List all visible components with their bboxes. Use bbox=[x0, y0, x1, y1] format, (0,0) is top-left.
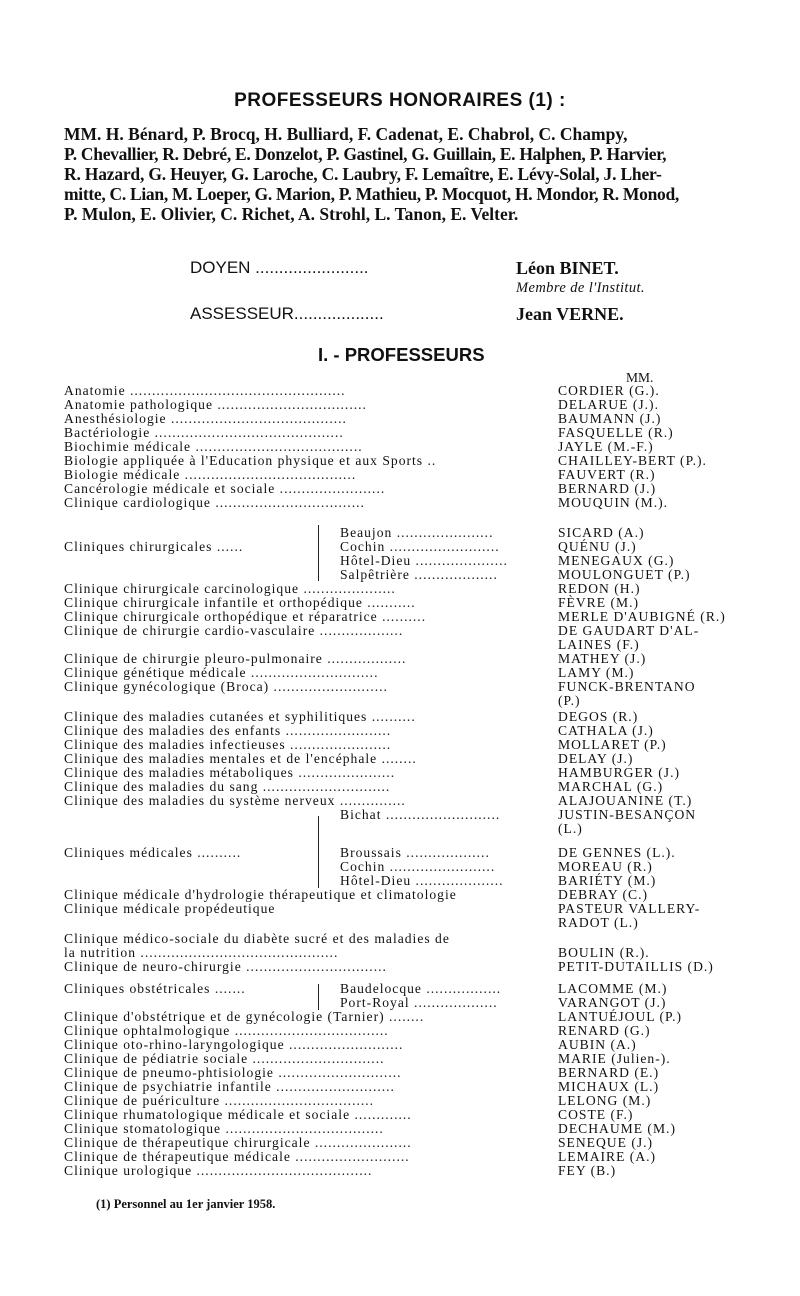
mm-label: MM. bbox=[626, 370, 654, 385]
professor-name: FAUVERT (R.) bbox=[558, 467, 656, 482]
table-row bbox=[0, 888, 800, 902]
professor-name: DE GENNES (L.). bbox=[558, 845, 676, 860]
table-row bbox=[0, 738, 800, 752]
professor-name: DELARUE (J.). bbox=[558, 397, 659, 412]
table-row bbox=[0, 780, 800, 794]
chair-name: Clinique d'obstétrique et de gynécologie (Tarnier) ........ bbox=[64, 1010, 425, 1024]
honorary-line: R. Hazard, G. Heuyer, G. Laroche, C. Laubry, F. Lemaître, E. Lévy-Solal, J. Lher- bbox=[64, 164, 662, 184]
chair-name: Clinique de pédiatrie sociale .............................. bbox=[64, 1052, 385, 1066]
chair-name: Clinique des maladies mentales et de l'encéphale ........ bbox=[64, 752, 417, 766]
table-row bbox=[0, 624, 800, 638]
table-row bbox=[0, 1150, 800, 1164]
hospital-name: Salpêtrière ................... bbox=[340, 568, 498, 582]
footnote: (1) Personnel au 1er janvier 1958. bbox=[96, 1197, 276, 1211]
professor-name: MERLE D'AUBIGNÉ (R.) bbox=[558, 609, 726, 624]
table-row bbox=[0, 874, 800, 888]
chair-name: Clinique chirurgicale infantile et orthopédique ........... bbox=[64, 596, 416, 610]
professor-name: DEGOS (R.) bbox=[558, 709, 639, 724]
chair-name: Biologie appliquée à l'Education physique et aux Sports .. bbox=[64, 454, 437, 468]
professor-name: SENEQUE (J.) bbox=[558, 1135, 654, 1150]
professor-name: DE GAUDART D'AL- bbox=[558, 623, 700, 638]
doyen-name: Léon BINET. bbox=[516, 258, 619, 278]
professor-name: DEBRAY (C.) bbox=[558, 887, 649, 902]
professor-name: DECHAUME (M.) bbox=[558, 1121, 676, 1136]
brace-chirurgicales bbox=[318, 525, 319, 581]
table-row bbox=[0, 724, 800, 738]
professor-name: JUSTIN-BESANÇON bbox=[558, 807, 697, 822]
table-row bbox=[0, 916, 800, 930]
hospital-name: Broussais ................... bbox=[340, 846, 490, 860]
professor-name: RENARD (G.) bbox=[558, 1023, 651, 1038]
table-row bbox=[0, 384, 800, 398]
professor-name: QUÉNU (J.) bbox=[558, 539, 637, 554]
assesseur-name: Jean VERNE. bbox=[516, 304, 624, 324]
professor-name: DELAY (J.) bbox=[558, 751, 634, 766]
chair-name: Cliniques obstétricales ....... bbox=[64, 982, 246, 996]
table-row bbox=[0, 454, 800, 468]
chair-name: Anatomie ................................................. bbox=[64, 384, 346, 398]
chair-name: Cliniques médicales .......... bbox=[64, 846, 242, 860]
table-row bbox=[0, 1080, 800, 1094]
professor-name: LAINES (F.) bbox=[558, 637, 640, 652]
table-row bbox=[0, 960, 800, 974]
chair-name: Clinique chirurgicale carcinologique ..................... bbox=[64, 582, 396, 596]
table-row bbox=[0, 710, 800, 724]
table-row bbox=[0, 554, 800, 568]
professor-name: MOULONGUET (P.) bbox=[558, 567, 691, 582]
professor-name: LAMY (M.) bbox=[558, 665, 635, 680]
professor-name: PASTEUR VALLERY- bbox=[558, 901, 701, 916]
professor-name: LANTUÉJOUL (P.) bbox=[558, 1009, 682, 1024]
professor-name: (P.) bbox=[558, 693, 581, 708]
professor-name: JAYLE (M.-F.) bbox=[558, 439, 654, 454]
professor-name: BARIÉTY (M.) bbox=[558, 873, 657, 888]
professor-name: CATHALA (J.) bbox=[558, 723, 654, 738]
table-row bbox=[0, 426, 800, 440]
professor-name: MOLLARET (P.) bbox=[558, 737, 667, 752]
table-row bbox=[0, 1024, 800, 1038]
professor-name: COSTE (F.) bbox=[558, 1107, 634, 1122]
chair-name: Clinique chirurgicale orthopédique et réparatrice .......... bbox=[64, 610, 427, 624]
table-row bbox=[0, 610, 800, 624]
chair-name: Clinique gynécologique (Broca) .......................... bbox=[64, 680, 388, 694]
professor-name: LACOMME (M.) bbox=[558, 981, 668, 996]
professor-name: (L.) bbox=[558, 821, 583, 836]
table-row bbox=[0, 540, 800, 554]
table-row bbox=[0, 596, 800, 610]
table-row bbox=[0, 982, 800, 996]
table-row bbox=[0, 582, 800, 596]
chair-name: Clinique médicale propédeutique bbox=[64, 902, 276, 916]
chair-name: Biologie médicale ....................................... bbox=[64, 468, 357, 482]
hospital-name: Cochin ........................ bbox=[340, 860, 496, 874]
table-row bbox=[0, 846, 800, 860]
table-row bbox=[0, 1108, 800, 1122]
table-row bbox=[0, 752, 800, 766]
chair-name: Clinique stomatologique .................................... bbox=[64, 1122, 384, 1136]
table-row bbox=[0, 822, 800, 836]
table-row bbox=[0, 496, 800, 510]
hospital-name: Hôtel-Dieu ..................... bbox=[340, 554, 508, 568]
professor-name: BOULIN (R.). bbox=[558, 945, 650, 960]
hospital-name: Beaujon ...................... bbox=[340, 526, 494, 540]
hospital-name: Baudelocque ................. bbox=[340, 982, 502, 996]
professor-name: LELONG (M.) bbox=[558, 1093, 652, 1108]
chair-name: Clinique de neuro-chirurgie ................................ bbox=[64, 960, 387, 974]
professor-name: MARCHAL (G.) bbox=[558, 779, 664, 794]
professor-name: SICARD (A.) bbox=[558, 525, 645, 540]
professor-name: HAMBURGER (J.) bbox=[558, 765, 680, 780]
section-title: I. - PROFESSEURS bbox=[318, 344, 485, 365]
chair-name: Clinique de chirurgie cardio-vasculaire ................... bbox=[64, 624, 404, 638]
table-row bbox=[0, 412, 800, 426]
doyen-note: Membre de l'Institut. bbox=[516, 280, 645, 296]
chair-name: Clinique génétique médicale ............................. bbox=[64, 666, 379, 680]
table-row bbox=[0, 652, 800, 666]
professor-name: REDON (H.) bbox=[558, 581, 641, 596]
professor-name: MENEGAUX (G.) bbox=[558, 553, 675, 568]
chair-name: Biochimie médicale ...................................... bbox=[64, 440, 363, 454]
chair-name: Anatomie pathologique .................................. bbox=[64, 398, 367, 412]
assesseur-label: ASSESSEUR................... bbox=[190, 304, 384, 323]
professor-name: MATHEY (J.) bbox=[558, 651, 647, 666]
honorary-line: P. Mulon, E. Olivier, C. Richet, A. Strohl, L. Tanon, E. Velter. bbox=[64, 204, 519, 224]
table-row bbox=[0, 946, 800, 960]
chair-name: Bactériologie ........................................... bbox=[64, 426, 344, 440]
professor-name: MOREAU (R.) bbox=[558, 859, 653, 874]
hospital-name: Bichat .......................... bbox=[340, 808, 501, 822]
chair-name: Clinique urologique ........................................ bbox=[64, 1164, 373, 1178]
chair-name: Cancérologie médicale et sociale ........................ bbox=[64, 482, 386, 496]
chair-name: Clinique de psychiatrie infantile ........................... bbox=[64, 1080, 395, 1094]
professor-name: FASQUELLE (R.) bbox=[558, 425, 674, 440]
chair-name: Clinique de puériculture .................................. bbox=[64, 1094, 375, 1108]
professor-name: CHAILLEY-BERT (P.). bbox=[558, 453, 707, 468]
table-row bbox=[0, 1094, 800, 1108]
hospital-name: Port-Royal ................... bbox=[340, 996, 498, 1010]
table-row bbox=[0, 860, 800, 874]
honorary-line: mitte, C. Lian, M. Loeper, G. Marion, P. Mathieu, P. Mocquot, H. Mondor, R. Monod, bbox=[64, 184, 679, 204]
table-row bbox=[0, 1066, 800, 1080]
table-row bbox=[0, 482, 800, 496]
honorary-professors-paragraph bbox=[64, 124, 744, 224]
professor-name: PETIT-DUTAILLIS (D.) bbox=[558, 959, 714, 974]
table-row bbox=[0, 1010, 800, 1024]
chair-name: Clinique de pneumo-phtisiologie ............................ bbox=[64, 1066, 402, 1080]
table-row bbox=[0, 902, 800, 916]
professor-name: BERNARD (J.) bbox=[558, 481, 657, 496]
table-row bbox=[0, 1038, 800, 1052]
table-row bbox=[0, 468, 800, 482]
table-row bbox=[0, 932, 800, 946]
table-row bbox=[0, 666, 800, 680]
chair-name: Clinique des maladies cutanées et syphilitiques .......... bbox=[64, 710, 416, 724]
chair-name: Clinique des maladies du système nerveux ............... bbox=[64, 794, 406, 808]
brace-obstetricales bbox=[318, 984, 319, 1010]
chair-name: Clinique des maladies infectieuses ....................... bbox=[64, 738, 392, 752]
table-row bbox=[0, 794, 800, 808]
hospital-name: Hôtel-Dieu .................... bbox=[340, 874, 504, 888]
doyen-label: DOYEN ........................ bbox=[190, 258, 369, 277]
chair-name: Clinique ophtalmologique ................................... bbox=[64, 1024, 389, 1038]
table-row bbox=[0, 1136, 800, 1150]
chair-name: Clinique des maladies du sang ............................. bbox=[64, 780, 391, 794]
professor-name: FUNCK-BRENTANO bbox=[558, 679, 696, 694]
table-row bbox=[0, 808, 800, 822]
professor-name: BERNARD (E.) bbox=[558, 1065, 660, 1080]
page-title: PROFESSEURS HONORAIRES (1) : bbox=[234, 90, 566, 111]
professor-name: MARIE (Julien-). bbox=[558, 1051, 671, 1066]
professor-name: ALAJOUANINE (T.) bbox=[558, 793, 693, 808]
table-row bbox=[0, 398, 800, 412]
professor-name: BAUMANN (J.) bbox=[558, 411, 662, 426]
brace-medicales bbox=[318, 816, 319, 888]
honorary-line: MM. H. Bénard, P. Brocq, H. Bulliard, F. Cadenat, E. Chabrol, C. Champy, bbox=[64, 124, 628, 144]
professor-name: RADOT (L.) bbox=[558, 915, 639, 930]
table-row bbox=[0, 694, 800, 708]
chair-name: la nutrition ............................................. bbox=[64, 946, 339, 960]
professor-name: MICHAUX (L.) bbox=[558, 1079, 660, 1094]
table-row bbox=[0, 1122, 800, 1136]
table-row bbox=[0, 440, 800, 454]
chair-name: Clinique des maladies des enfants ........................ bbox=[64, 724, 392, 738]
table-row bbox=[0, 638, 800, 652]
table-row bbox=[0, 526, 800, 540]
chair-name: Clinique rhumatologique médicale et sociale ............. bbox=[64, 1108, 412, 1122]
chair-name: Cliniques chirurgicales ...... bbox=[64, 540, 244, 554]
table-row bbox=[0, 568, 800, 582]
hospital-name: Cochin ......................... bbox=[340, 540, 500, 554]
table-row bbox=[0, 1052, 800, 1066]
table-row bbox=[0, 996, 800, 1010]
professor-name: AUBIN (A.) bbox=[558, 1037, 637, 1052]
chair-name: Clinique des maladies métaboliques ...................... bbox=[64, 766, 396, 780]
chair-name: Clinique cardiologique .................................. bbox=[64, 496, 365, 510]
table-row bbox=[0, 680, 800, 694]
professor-name: FEY (B.) bbox=[558, 1163, 617, 1178]
professor-name: FÈVRE (M.) bbox=[558, 595, 639, 610]
professor-name: LEMAIRE (A.) bbox=[558, 1149, 657, 1164]
chair-name: Clinique de thérapeutique médicale .......................... bbox=[64, 1150, 410, 1164]
chair-name: Clinique de chirurgie pleuro-pulmonaire .................. bbox=[64, 652, 407, 666]
chair-name: Clinique médicale d'hydrologie thérapeutique et climatologie bbox=[64, 888, 457, 902]
chair-name: Clinique médico-sociale du diabète sucré et des maladies de bbox=[64, 932, 450, 946]
honorary-line: P. Chevallier, R. Debré, E. Donzelot, P. Gastinel, G. Guillain, E. Halphen, P. Harvier, bbox=[64, 144, 667, 164]
professor-name: VARANGOT (J.) bbox=[558, 995, 667, 1010]
chair-name: Clinique de thérapeutique chirurgicale ...................... bbox=[64, 1136, 412, 1150]
chair-name: Clinique oto-rhino-laryngologique .......................... bbox=[64, 1038, 404, 1052]
professor-name: MOUQUIN (M.). bbox=[558, 495, 669, 510]
chair-name: Anesthésiologie ........................................ bbox=[64, 412, 347, 426]
table-row bbox=[0, 766, 800, 780]
table-row bbox=[0, 1164, 800, 1178]
professor-name: CORDIER (G.). bbox=[558, 383, 660, 398]
